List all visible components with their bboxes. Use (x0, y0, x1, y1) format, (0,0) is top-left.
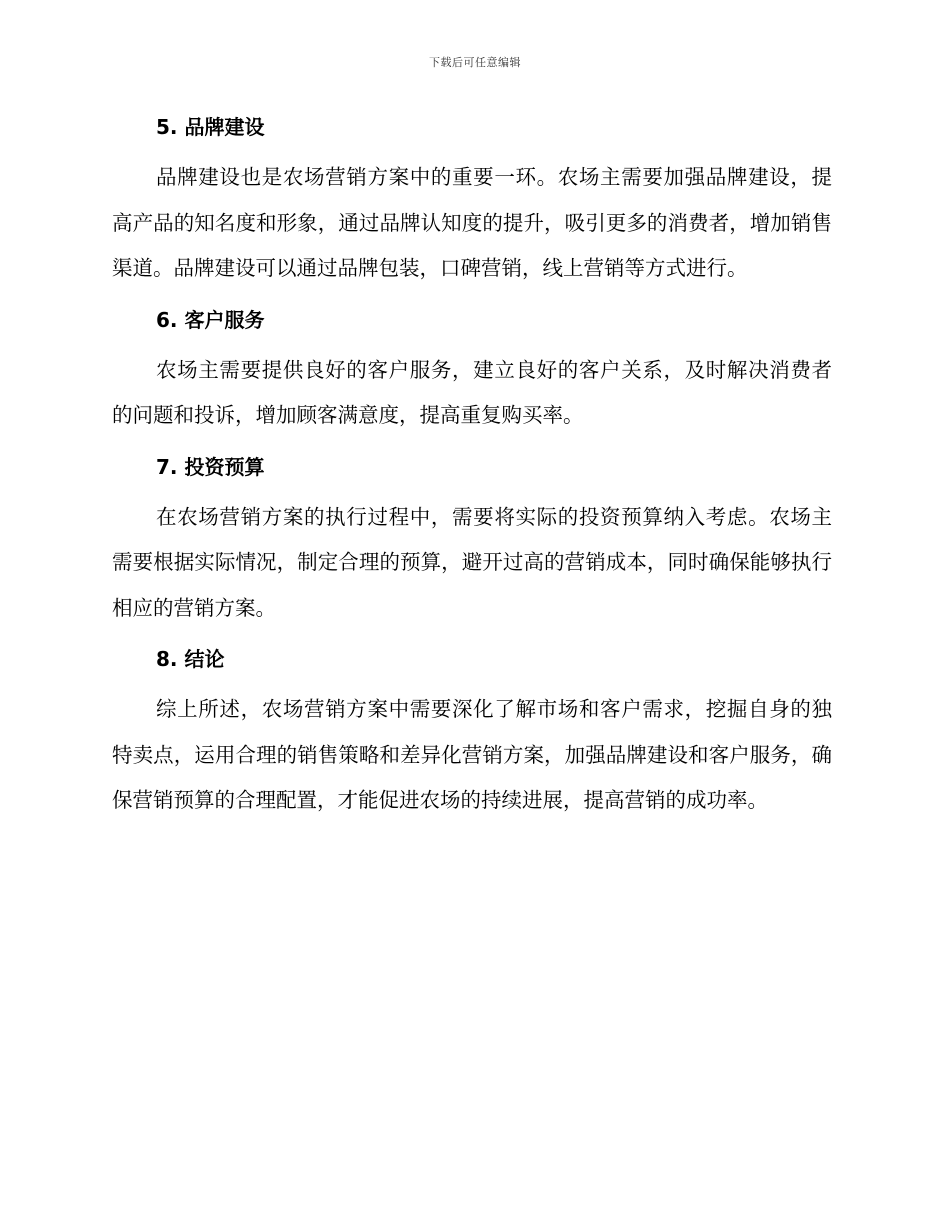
header-note: 下载后可任意编辑 (429, 56, 521, 69)
section-paragraph: 品牌建设也是农场营销方案中的重要一环。农场主需要加强品牌建设，提高产品的知名度和形象，通过品牌认知度的提升，吸引更多的消费者，增加销售渠道。品牌建设可以通过品牌包装，口碑营销，线上营销等方式进行。 (112, 165, 832, 280)
section-paragraph: 在农场营销方案的执行过程中，需要将实际的投资预算纳入考虑。农场主需要根据实际情况，制定合理的预算，避开过高的营销成本，同时确保能够执行相应的营销方案。 (112, 504, 832, 620)
document-body (112, 112, 832, 824)
section-brand-building (112, 112, 832, 292)
section-heading: 6. 客户服务 (156, 307, 265, 332)
section-paragraph: 综上所述，农场营销方案中需要深化了解市场和客户需求，挖掘自身的独特卖点，运用合理的销售策略和差异化营销方案，加强品牌建设和客户服务，确保营销预算的合理配置，才能促进农场的持续进展，提高营销的成功率。 (112, 697, 832, 812)
section-heading: 5. 品牌建设 (156, 115, 265, 139)
section-heading: 8. 结论 (156, 647, 225, 671)
section-customer-service (112, 305, 832, 439)
section-conclusion (112, 644, 832, 824)
section-paragraph: 农场主需要提供良好的客户服务，建立良好的客户关系，及时解决消费者的问题和投诉，增加顾客满意度，提高重复购买率。 (112, 357, 832, 427)
section-investment-budget (112, 452, 832, 632)
section-heading: 7. 投资预算 (156, 454, 265, 479)
